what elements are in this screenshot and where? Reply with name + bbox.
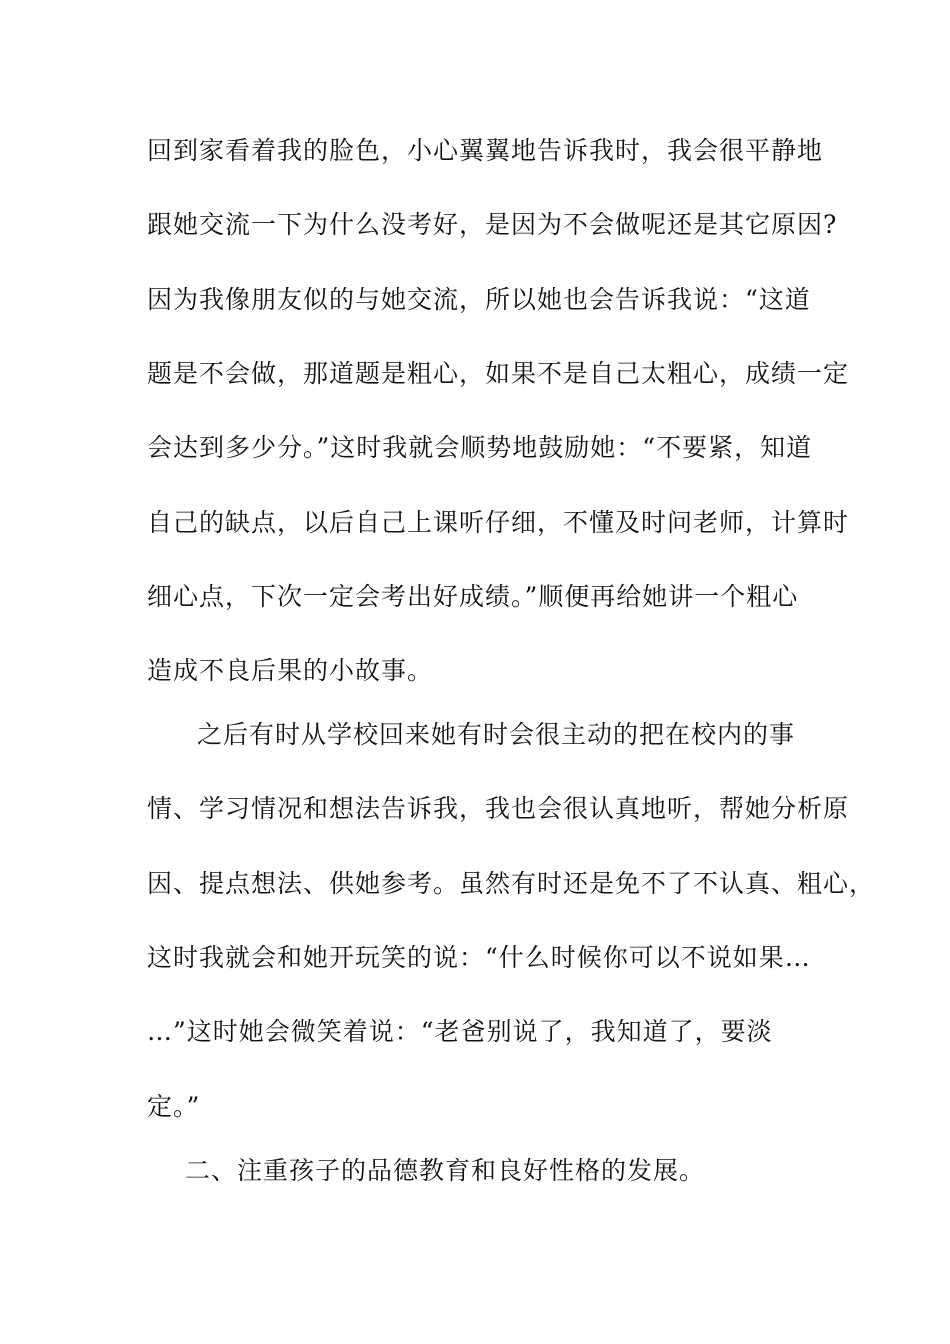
paragraph-line: 跟她交流一下为什么没考好，是因为不会做呢还是其它原因? (147, 210, 838, 239)
paragraph-line: 会达到多少分。”这时我就会顺势地鼓励她：“不要紧，知道 (147, 433, 813, 462)
paragraph-line: 回到家看着我的脸色，小心翼翼地告诉我时，我会很平静地 (147, 136, 824, 165)
section-heading: 二、注重孩子的品德教育和良好性格的发展。 (185, 1156, 706, 1185)
paragraph-line: 情、学习情况和想法告诉我，我也会很认真地听，帮她分析原 (147, 794, 850, 823)
paragraph-line: 定。” (147, 1092, 201, 1121)
paragraph-line: 因为我像朋友似的与她交流，所以她也会告诉我说：“这道 (147, 285, 811, 314)
paragraph-line: 因、提点想法、供她参考。虽然有时还是免不了不认真、粗心， (147, 869, 876, 898)
paragraph-line: 自己的缺点，以后自己上课听仔细，不懂及时问老师，计算时 (147, 508, 850, 537)
paragraph-line: 造成不良后果的小故事。 (147, 656, 434, 685)
paragraph-line: 细心点，下次一定会考出好成绩。”顺便再给她讲一个粗心 (147, 582, 799, 611)
paragraph-line: …”这时她会微笑着说：“老爸别说了，我知道了，要淡 (147, 1017, 773, 1046)
paragraph-line: 之后有时从学校回来她有时会很主动的把在校内的事 (197, 720, 796, 749)
paragraph-line: 这时我就会和她开玩笑的说：“什么时候你可以不说如果… (147, 943, 811, 972)
paragraph-line: 题是不会做，那道题是粗心，如果不是自己太粗心，成绩一定 (147, 359, 850, 388)
